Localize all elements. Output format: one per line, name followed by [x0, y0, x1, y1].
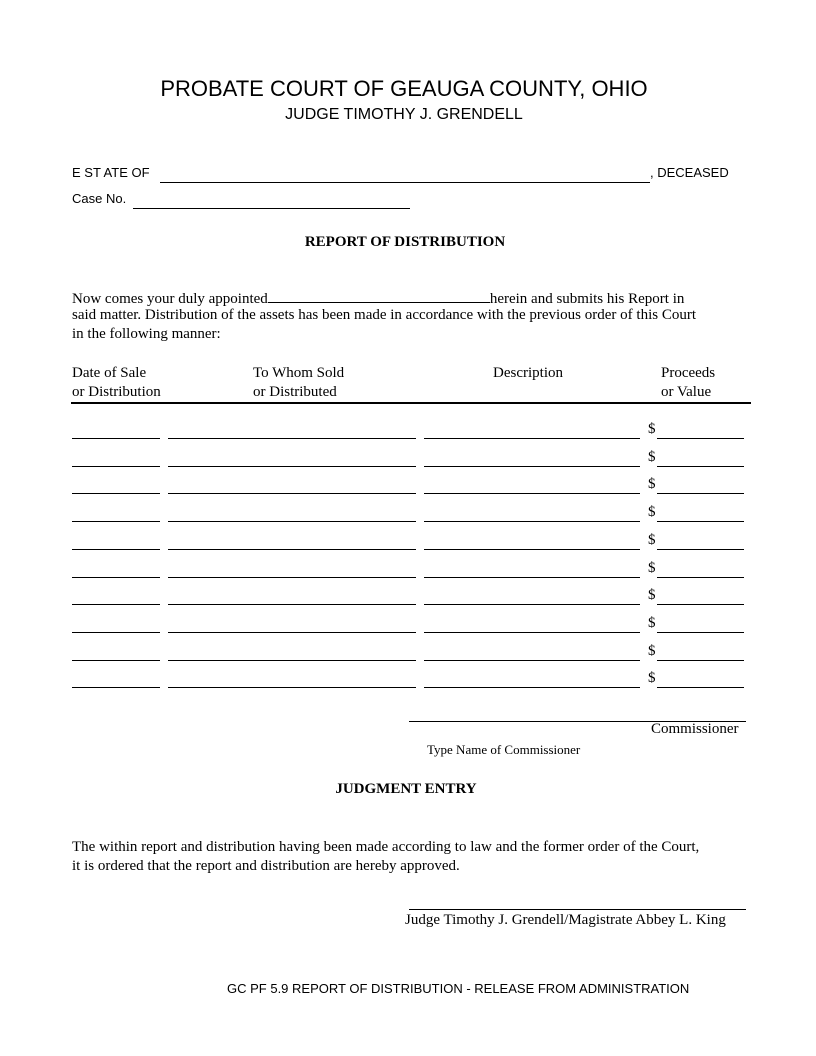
- row-proceeds-field[interactable]: [657, 632, 744, 633]
- row-dollar-sign: $: [648, 532, 656, 548]
- row-to-whom-field[interactable]: [168, 438, 416, 439]
- row-date-field[interactable]: [72, 466, 160, 467]
- row-date-field[interactable]: [72, 493, 160, 494]
- judge-name: JUDGE TIMOTHY J. GRENDELL: [285, 106, 523, 123]
- appointee-field[interactable]: [268, 288, 490, 303]
- row-date-field[interactable]: [72, 604, 160, 605]
- intro-part1: Now comes your duly appointed: [72, 291, 268, 307]
- row-description-field[interactable]: [424, 632, 640, 633]
- judge-signature-line[interactable]: [409, 909, 746, 910]
- judgment-line1: The within report and distribution having been made according to law and the former order of the Court,: [72, 839, 700, 855]
- row-dollar-sign: $: [648, 643, 656, 659]
- row-description-field[interactable]: [424, 604, 640, 605]
- row-date-field[interactable]: [72, 632, 160, 633]
- row-dollar-sign: $: [648, 476, 656, 492]
- row-to-whom-field[interactable]: [168, 493, 416, 494]
- judge-signature-label: Judge Timothy J. Grendell/Magistrate Abbey L. King: [405, 912, 726, 928]
- form-footer: GC PF 5.9 REPORT OF DISTRIBUTION - RELEASE FROM ADMINISTRATION: [227, 981, 690, 996]
- intro-line3: in the following manner:: [72, 326, 221, 342]
- row-proceeds-field[interactable]: [657, 438, 744, 439]
- row-date-field[interactable]: [72, 438, 160, 439]
- row-dollar-sign: $: [648, 560, 656, 576]
- row-to-whom-field[interactable]: [168, 466, 416, 467]
- header-proceeds: [661, 364, 715, 402]
- judgment-line2: it is ordered that the report and distribution are hereby approved.: [72, 858, 460, 874]
- deceased-label: , DECEASED: [650, 165, 729, 180]
- header-proceeds-line2: or Value: [661, 384, 712, 400]
- row-to-whom-field[interactable]: [168, 577, 416, 578]
- header-date-line2: or Distribution: [72, 384, 161, 400]
- commissioner-label: Commissioner: [651, 721, 739, 737]
- row-description-field[interactable]: [424, 466, 640, 467]
- court-title: PROBATE COURT OF GEAUGA COUNTY, OHIO: [160, 76, 648, 101]
- table-header-rule: [71, 402, 751, 404]
- row-to-whom-field[interactable]: [168, 660, 416, 661]
- intro-paragraph: [72, 288, 684, 309]
- type-name-commissioner-label: Type Name of Commissioner: [427, 742, 581, 757]
- row-dollar-sign: $: [648, 670, 656, 686]
- row-proceeds-field[interactable]: [657, 549, 744, 550]
- row-proceeds-field[interactable]: [657, 521, 744, 522]
- row-description-field[interactable]: [424, 660, 640, 661]
- judgment-title: JUDGMENT ENTRY: [335, 781, 477, 797]
- estate-label: E ST ATE OF: [72, 165, 150, 180]
- header-to-whom: [253, 364, 344, 402]
- header-date: [72, 364, 161, 402]
- header-to-whom-line1: To Whom Sold: [253, 365, 345, 381]
- row-description-field[interactable]: [424, 577, 640, 578]
- header-description-line1: Description: [493, 365, 563, 381]
- row-date-field[interactable]: [72, 687, 160, 688]
- row-to-whom-field[interactable]: [168, 687, 416, 688]
- row-date-field[interactable]: [72, 521, 160, 522]
- header-to-whom-line2: or Distributed: [253, 384, 337, 400]
- intro-line2: said matter. Distribution of the assets has been made in accordance with the previous order of this Court: [72, 307, 697, 323]
- header-description: [493, 364, 563, 383]
- row-description-field[interactable]: [424, 438, 640, 439]
- row-proceeds-field[interactable]: [657, 687, 744, 688]
- row-proceeds-field[interactable]: [657, 660, 744, 661]
- row-dollar-sign: $: [648, 421, 656, 437]
- row-description-field[interactable]: [424, 493, 640, 494]
- report-title: REPORT OF DISTRIBUTION: [304, 234, 506, 250]
- row-to-whom-field[interactable]: [168, 632, 416, 633]
- row-proceeds-field[interactable]: [657, 493, 744, 494]
- row-to-whom-field[interactable]: [168, 549, 416, 550]
- row-dollar-sign: $: [648, 504, 656, 520]
- row-description-field[interactable]: [424, 549, 640, 550]
- row-to-whom-field[interactable]: [168, 604, 416, 605]
- row-date-field[interactable]: [72, 660, 160, 661]
- row-date-field[interactable]: [72, 549, 160, 550]
- case-no-label: Case No.: [72, 191, 127, 206]
- row-dollar-sign: $: [648, 615, 656, 631]
- row-description-field[interactable]: [424, 521, 640, 522]
- case-no-field[interactable]: [133, 191, 410, 209]
- row-proceeds-field[interactable]: [657, 466, 744, 467]
- row-to-whom-field[interactable]: [168, 521, 416, 522]
- header-proceeds-line1: Proceeds: [661, 365, 716, 381]
- row-date-field[interactable]: [72, 577, 160, 578]
- row-proceeds-field[interactable]: [657, 577, 744, 578]
- intro-part2: herein and submits his Report in: [489, 291, 685, 307]
- estate-name-field[interactable]: [160, 165, 650, 183]
- row-dollar-sign: $: [648, 587, 656, 603]
- row-proceeds-field[interactable]: [657, 604, 744, 605]
- row-dollar-sign: $: [648, 449, 656, 465]
- row-description-field[interactable]: [424, 687, 640, 688]
- header-date-line1: Date of Sale: [72, 365, 147, 381]
